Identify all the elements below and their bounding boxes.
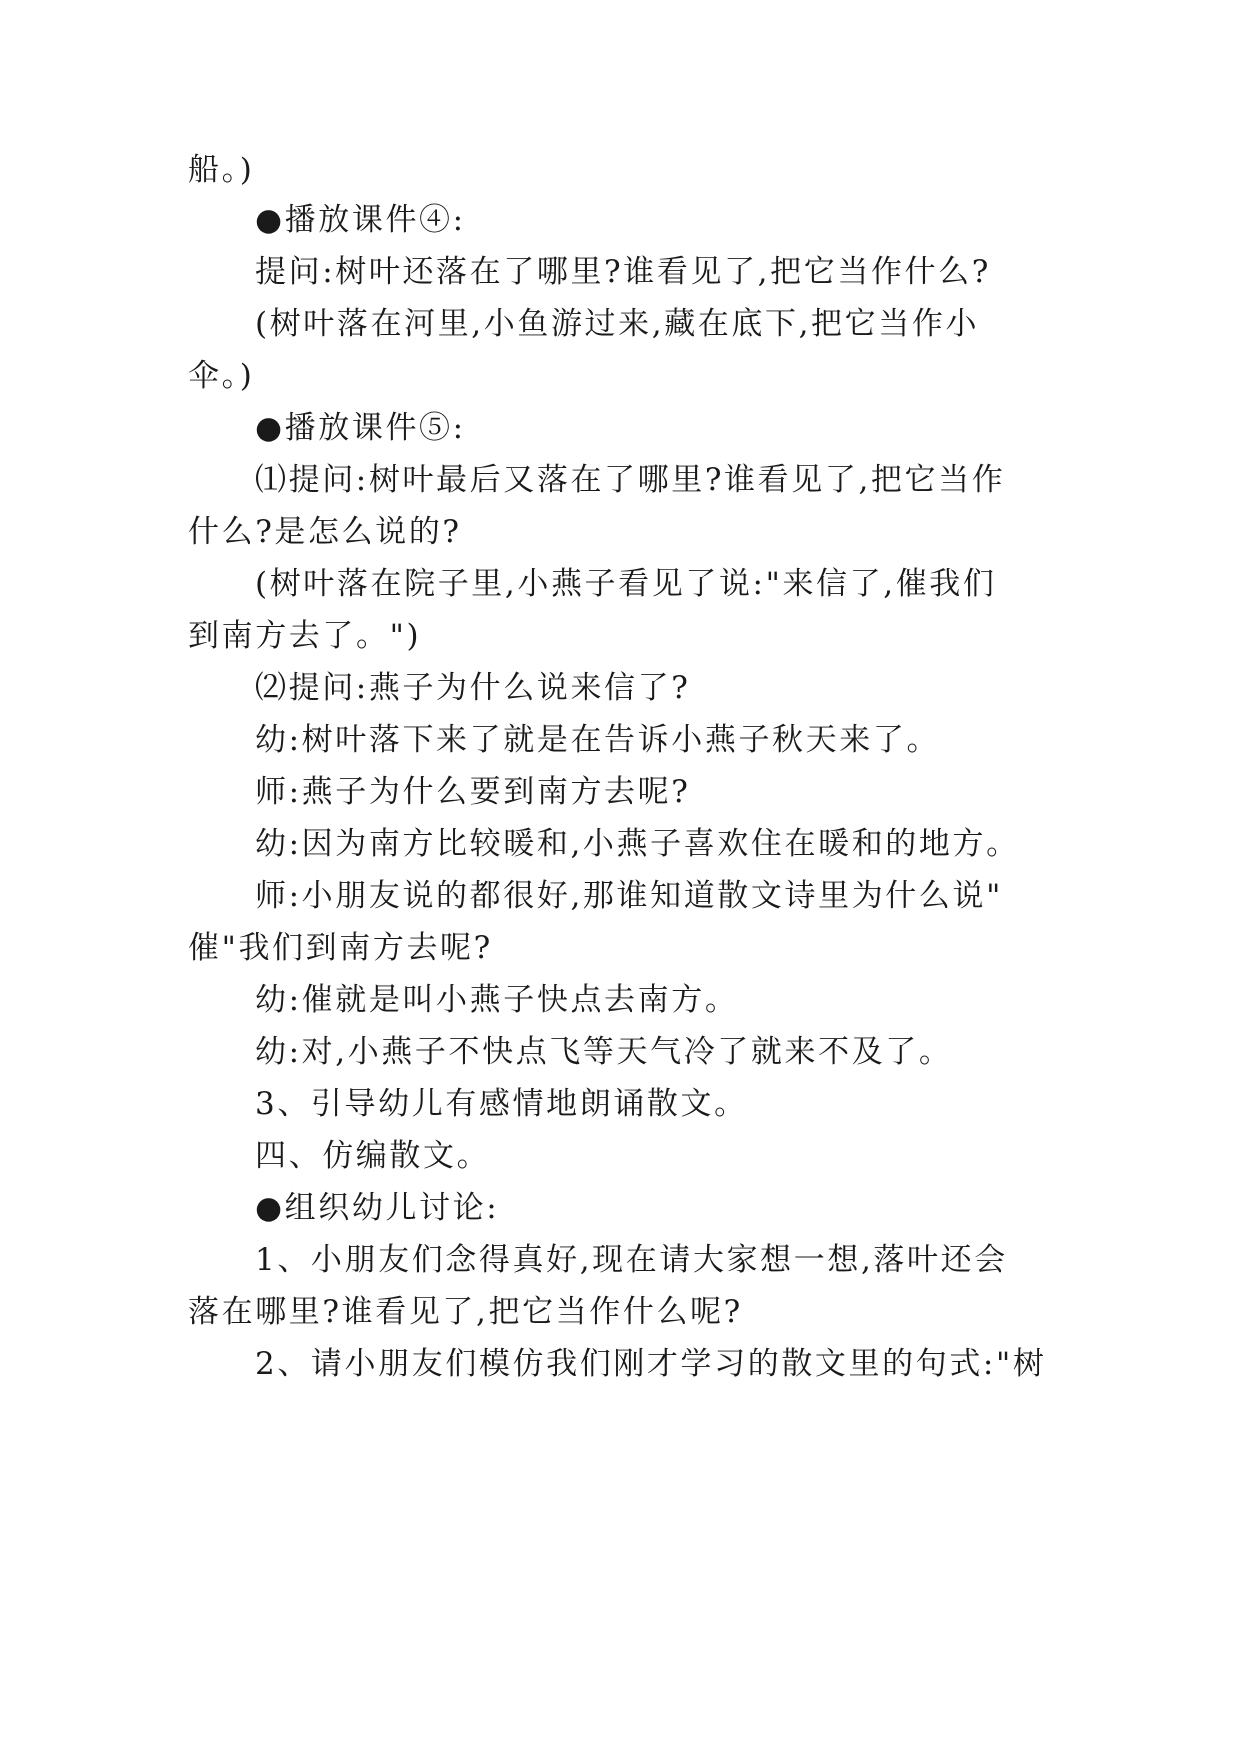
text-line: 落在哪里?谁看见了,把它当作什么呢? <box>188 1294 743 1330</box>
text-line: 幼:催就是叫小燕子快点去南方。 <box>255 982 739 1018</box>
text-line: ⑴提问:树叶最后又落在了哪里?谁看见了,把它当作 <box>255 462 1006 498</box>
text-line: 幼:对,小燕子不快点飞等天气冷了就来不及了。 <box>255 1034 953 1070</box>
text-line: 伞。) <box>188 358 255 394</box>
text-line: ⑵提问:燕子为什么说来信了? <box>255 670 691 706</box>
text-line: 幼:因为南方比较暖和,小燕子喜欢住在暖和的地方。 <box>255 826 1020 862</box>
text-line: 船。) <box>188 152 255 188</box>
text-line: (树叶落在院子里,小燕子看见了说:"来信了,催我们 <box>255 566 997 602</box>
text-line: 四、仿编散文。 <box>255 1138 491 1174</box>
text-line: 什么?是怎么说的? <box>188 514 462 550</box>
text-line: 催"我们到南方去呢? <box>188 930 493 966</box>
text-line: 到南方去了。") <box>188 618 422 654</box>
text-line: 3、引导幼儿有感情地朗诵散文。 <box>255 1086 748 1122</box>
text-line: 幼:树叶落下来了就是在告诉小燕子秋天来了。 <box>255 722 941 758</box>
text-line: 提问:树叶还落在了哪里?谁看见了,把它当作什么? <box>255 254 991 290</box>
text-line: 师:小朋友说的都很好,那谁知道散文诗里为什么说" <box>255 878 1003 914</box>
text-line: 1、小朋友们念得真好,现在请大家想一想,落叶还会 <box>255 1242 1008 1278</box>
text-line: ●组织幼儿讨论: <box>255 1190 500 1226</box>
text-line: (树叶落在河里,小鱼游过来,藏在底下,把它当作小 <box>255 306 980 342</box>
text-line: 师:燕子为什么要到南方去呢? <box>255 774 691 810</box>
text-line: 2、请小朋友们模仿我们刚才学习的散文里的句式:"树 <box>255 1346 1047 1382</box>
text-line: ●播放课件⑤: <box>255 410 466 446</box>
text-line: ●播放课件④: <box>255 202 466 238</box>
